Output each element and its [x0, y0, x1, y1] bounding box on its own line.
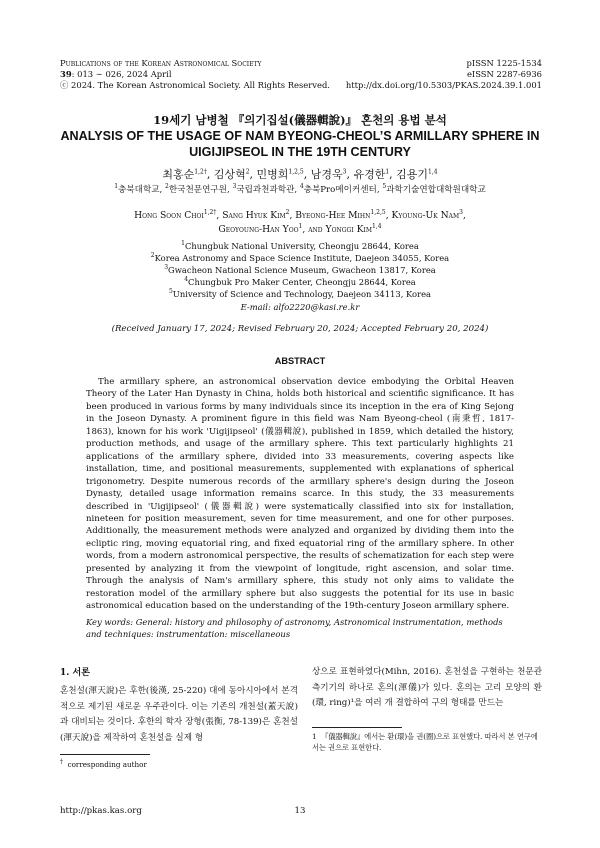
doi-link[interactable]: http://dx.doi.org/10.5303/PKAS.2024.39.1.001: [345, 80, 542, 90]
authors-korean: [0, 166, 600, 182]
authors-english-line2: Geoyoung-Han Yoo$^1$, and Yonggi Kim$^{1,4}$: [218, 222, 382, 235]
authors-english-line1: Hong Soon Choi$^{1,2\dagger}$, Sang Hyuk Kim$^2$, Byeong-Hee Mihn$^{1,2,5}$, Kyoung-Uk Nam$^3$,: [134, 208, 466, 221]
affiliation-3: $^3$Gwacheon National Science Museum, Gwacheon 13817, Korea: [164, 264, 436, 275]
footnote-divider-right: [312, 727, 402, 728]
footnote-left: † corresponding author: [60, 758, 147, 769]
title-english: [40, 128, 560, 160]
author-ko: 유경한$^1$,: [353, 168, 397, 181]
footnote-divider-left: [60, 754, 150, 755]
affiliation-5: $^5$University of Science and Technology, Daejeon 34113, Korea: [168, 288, 432, 299]
affiliation-1: $^1$Chungbuk National University, Cheongju 28644, Korea: [181, 240, 419, 251]
eissn: eISSN 2287-6936: [466, 69, 542, 79]
author-ko: 민병희$^{1,2,5}$,: [256, 168, 311, 181]
copyright: ⓒ 2024. The Korean Astronomical Society. All Rights Reserved.: [60, 80, 330, 90]
footer-url[interactable]: http://pkas.kas.org: [60, 806, 142, 816]
email[interactable]: E-mail: alfo2220@kasi.re.kr: [240, 302, 360, 312]
authors-english: [60, 209, 540, 237]
page-number: 13: [294, 806, 306, 816]
volume-line: [60, 69, 330, 80]
title-english-line1: ANALYSIS OF THE USAGE OF NAM BYEONG-CHEOL’S ARMILLARY SPHERE IN: [60, 129, 540, 143]
pages-date: : 013 ∼ 026, 2024 April: [71, 69, 172, 79]
title-korean: 19세기 남병철 『의기집설(儀器輯說)』 혼천의 용법 분석: [153, 113, 447, 127]
issn-block: [346, 58, 542, 91]
author-ko: 김용기$^{1,4}$: [396, 168, 438, 181]
section-heading: 1. 서론: [60, 668, 90, 678]
author-ko: 남경욱$^3$,: [310, 168, 354, 181]
received-dates: (Received January 17, 2024; Revised February 20, 2024; Accepted February 20, 2024): [111, 324, 489, 334]
footnote-right: 1 『儀器輯說』에서는 환(環)을 권(圈)으로 표현했다. 따라서 본 연구에서는 권으로 표현한다.: [312, 732, 538, 752]
affiliation-2: $^2$Korea Astronomy and Space Science Institute, Daejeon 34055, Korea: [150, 252, 450, 263]
keywords: Key words: General: history and philosophy of astronomy, Astronomical instrumentation, methods and techniques: instrumentation: miscellaneous: [86, 617, 503, 639]
abstract-title: ABSTRACT: [274, 356, 326, 366]
affiliations-korean: $^1$충북대학교, $^2$한국천문연구원, $^3$국립과천과학관, $^4$충북Pro메이커센터, $^5$과학기술연합대학원대학교: [114, 183, 486, 195]
left-column-text: 혼천설(渾天說)은 후한(後漢, 25-220) 대에 동아시아에서 본격적으로 제기된 새로운 우주관이다. 이는 기존의 개천설(蓋天說)과 대비되는 것이다. 후한의 학자 장형(張衡, 78-139)은 혼천설(渾天說)을 제작하여 혼천설을 실제 형: [60, 686, 298, 743]
author-ko: 김상혁$^2$,: [213, 168, 257, 181]
author-ko: 최홍순$^{1,2\dagger}$,: [162, 168, 214, 181]
journal-header: [60, 58, 330, 91]
journal-name: Publications of the Korean Astronomical Society: [60, 58, 262, 68]
volume-number: 39: [60, 69, 72, 79]
title-english-line2: UIGIJIPSEOL IN THE 19TH CENTURY: [189, 145, 411, 159]
affiliation-4: $^4$Chungbuk Pro Maker Center, Cheongju 28644, Korea: [184, 276, 416, 287]
pissn: pISSN 1225-1534: [466, 58, 542, 68]
right-column-text: 상으로 표현하였다(Mihn, 2016). 혼천설을 구현하는 천문관측기기의 하나로 혼의(渾儀)가 있다. 혼의는 고리 모양의 환(環, ring)¹을 여러 개 결합하여 구의 형태를 만드는: [312, 667, 542, 708]
abstract-text: The armillary sphere, an astronomical observation device embodying the Orbital Heaven Theory of the Later Han Dynasty in China, holds both historical and scientific significance. It has been produced in various forms by many individuals since its inception in the era of King Sejong in the Joseon Dynasty. A prominent figure in this field was Nam Byeong-cheol (南秉哲, 1817-1863), known for his work 'Uigijipseol' (儀器輯說), published in 1859, which detailed the history, production methods, and usage of the armillary sphere. This text particularly highlights 21 applications of the armillary sphere, divided into 33 measurements, covering aspects like installation, time, and positional measurements, supplemented with explanations of spherical trigonometry. Despite numerous records of the armillary sphere's design during the Joseon Dynasty, detailed usage information remains scarce. In this study, the 33 measurements described in 'Uigijipseol' (儀器輯說) were systematically classified into six for installation, nineteen for position measurement, seven for time measurement, and one for other purposes. Additionally, the measurement methods were analyzed and organized by dividing them into the ecliptic ring, moving equatorial ring, and fixed equatorial ring of the armillary sphere. In other words, from a modern astronomical perspective, the results of schematization for each step were presented by analyzing it from the viewpoint of longitude, right ascension, and solar time. Through the analysis of Nam's armillary sphere, this study not only aims to validate the restoration model of the armillary sphere but also suggests the potential for its use in basic astronomical education based on the understanding of the 19th-century Joseon armillary sphere.: [86, 377, 514, 612]
